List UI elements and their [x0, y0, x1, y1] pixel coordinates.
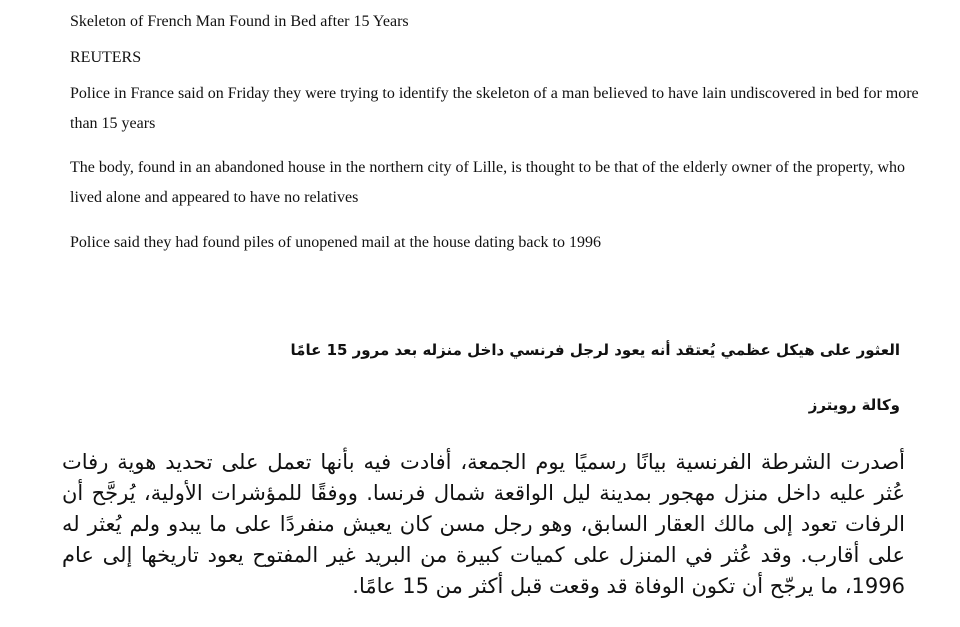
english-paragraph-2: The body, found in an abandoned house in the northern city of Lille, is thought to be that of the elderly owner of the property, who lived alone and appeared to have no relatives	[70, 159, 906, 206]
arabic-source: وكالة رويترز	[808, 396, 900, 414]
english-paragraph-1: Police in France said on Friday they were trying to identify the skeleton of a man believed to have lain undiscovered in bed for more than 15 years	[70, 85, 919, 132]
arabic-title: العثور على هيكل عظمي يُعتقد أنه يعود لرجل فرنسي داخل منزله بعد مرور 15 عامًا	[290, 341, 900, 359]
arabic-body: أصدرت الشرطة الفرنسية بيانًا رسميًا يوم الجمعة، أفادت فيه بأنها تعمل على تحديد هوية رفات عُثر عليه داخل منزل مهجور بمدينة ليل الواقعة شمال فرنسا. ووفقًا للمؤشرات الأولية، يُرجَّح أن الرفات تعود إلى مالك العقار السابق، وهو رجل مسن كان يعيش منفردًا على ما يبدو ولم يُعثر له على أقارب. وقد عُثر في المنزل على كميات كبيرة من البريد غير المفتوح يعود تاريخها إلى عام 1996، ما يرجّح أن تكون الوفاة قد وقعت قبل أكثر من 15 عامًا.	[62, 450, 905, 598]
english-source: REUTERS	[70, 49, 142, 66]
english-title: Skeleton of French Man Found in Bed after 15 Years	[70, 13, 409, 30]
english-paragraph-3: Police said they had found piles of unopened mail at the house dating back to 1996	[70, 234, 601, 251]
